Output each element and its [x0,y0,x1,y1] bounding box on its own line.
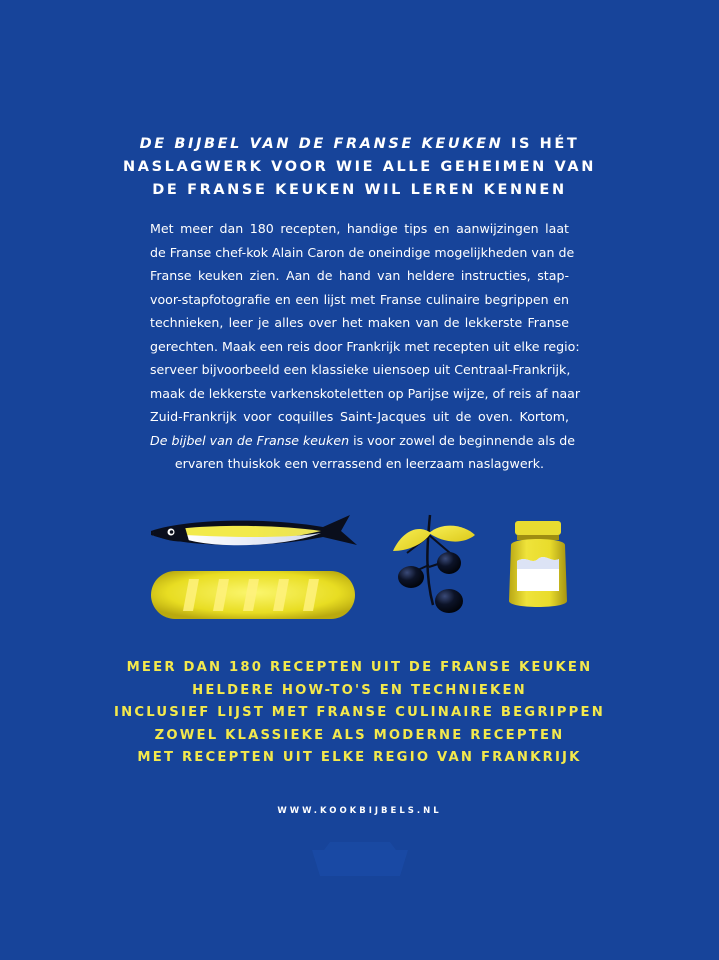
headline-line-3: DE FRANSE KEUKEN WIL LEREN KENNEN [152,182,567,198]
description-line: maak de lekkerste varkenskoteletten op Parijse wijze, of reis af naar [150,385,581,401]
description-line: Zuid-Frankrijk voor coquilles Saint-Jacques uit de oven. Kortom, [150,409,569,424]
baguette-icon [151,571,355,619]
feature-item: INCLUSIEF LIJST MET FRANSE CULINAIRE BEGRIPPEN [114,705,605,720]
description-line: technieken, leer je alles over het maken van de lekkerste Franse [150,315,569,330]
description-line: Met meer dan 180 recepten, handige tips en aanwijzingen laat [150,221,569,236]
feature-item: ZOWEL KLASSIEKE ALS MODERNE RECEPTEN [154,727,565,743]
description-line: Franse keuken zien. Aan de hand van heldere instructies, stap- [150,268,569,283]
description-line [150,429,575,453]
food-illustration [145,505,585,625]
description-line: serveer bijvoorbeeld een klassieke uiensoep uit Centraal-Frankrijk, [150,362,571,377]
feature-item: MET RECEPTEN UIT ELKE REGIO VAN FRANKRIJK [137,750,582,765]
book-title-inline: De bijbel van de Franse keuken [150,432,350,448]
feature-item: MEER DAN 180 RECEPTEN UIT DE FRANSE KEUKEN [126,660,593,675]
feature-item: HELDERE HOW-TO'S EN TECHNIEKEN [192,682,527,698]
headline-line-1-rest: IS HÉT [503,136,580,152]
description-line: ervaren thuiskok een verrassend en leerzaam naslagwerk. [174,456,545,471]
olive-branch-icon [393,515,475,613]
headline-line-1 [100,133,619,156]
publisher-logo-icon [300,836,420,882]
sardine-icon [151,515,357,545]
description-paragraph [150,217,581,476]
mustard-jar-icon [509,521,567,607]
headline-line-2: NASLAGWERK VOOR WIE ALLE GEHEIMEN VAN [123,159,596,175]
book-title-italic: DE BIJBEL VAN DE FRANSE KEUKEN [139,136,504,152]
description-line: de Franse chef-kok Alain Caron de oneindige mogelijkheden van de [150,244,575,260]
feature-list [100,657,619,770]
description-line: gerechten. Maak een reis door Frankrijk met recepten uit elke regio: [150,338,580,354]
website-url[interactable]: WWW.KOOKBIJBELS.NL [277,806,442,816]
description-line: voor-stapfotografie en een lijst met Franse culinaire begrippen en [150,291,569,307]
description-line-10-rest: is voor zowel de beginnende als de [349,432,575,448]
headline [100,133,619,202]
